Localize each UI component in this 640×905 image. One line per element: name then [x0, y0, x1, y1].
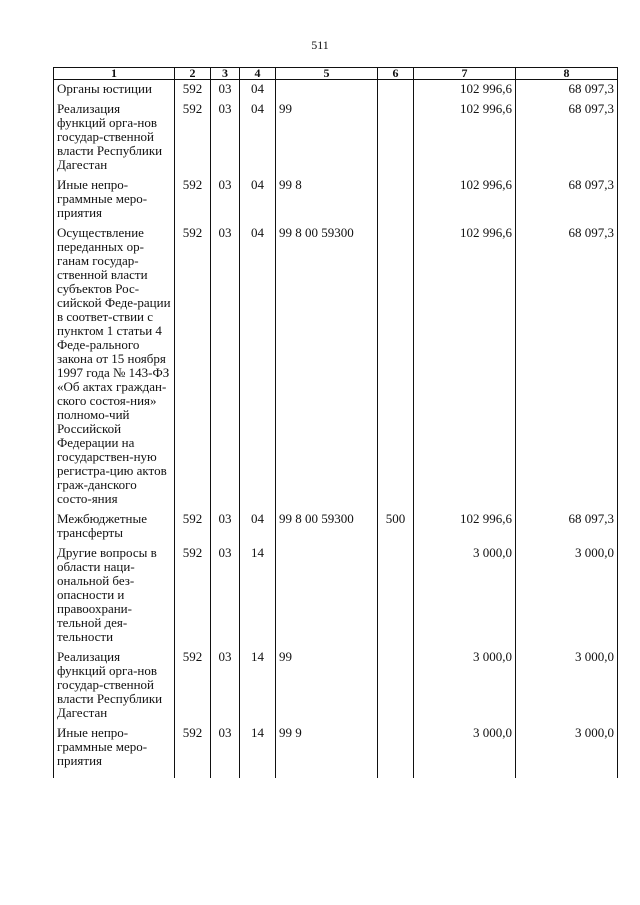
cell-expense-type: [378, 644, 414, 720]
row-name: Иные непро-граммные меро-приятия: [54, 720, 175, 778]
table-row: [54, 644, 618, 720]
cell-target-article: 99 8: [276, 172, 378, 220]
cell-amount-2: 68 097,3: [516, 172, 618, 220]
table-row: [54, 720, 618, 778]
cell-target-article: 99 9: [276, 720, 378, 778]
column-header: 5: [276, 68, 378, 80]
cell-section: 03: [211, 80, 240, 97]
cell-expense-type: [378, 80, 414, 97]
cell-amount-1: 3 000,0: [414, 540, 516, 644]
cell-subsection: 14: [240, 644, 276, 720]
cell-section: 03: [211, 540, 240, 644]
cell-target-article: 99: [276, 96, 378, 172]
cell-target-article: [276, 80, 378, 97]
cell-section: 03: [211, 644, 240, 720]
column-header: 1: [54, 68, 175, 80]
cell-subsection: 04: [240, 96, 276, 172]
cell-admin-code: 592: [175, 220, 211, 506]
cell-admin-code: 592: [175, 720, 211, 778]
cell-target-article: 99: [276, 644, 378, 720]
cell-subsection: 04: [240, 80, 276, 97]
cell-subsection: 04: [240, 506, 276, 540]
cell-section: 03: [211, 220, 240, 506]
column-header: 3: [211, 68, 240, 80]
cell-amount-1: 102 996,6: [414, 506, 516, 540]
table-row: [54, 96, 618, 172]
cell-amount-2: 3 000,0: [516, 540, 618, 644]
cell-amount-2: 3 000,0: [516, 720, 618, 778]
cell-amount-2: 68 097,3: [516, 96, 618, 172]
column-header: 6: [378, 68, 414, 80]
page-number: 511: [311, 38, 329, 52]
cell-amount-2: 68 097,3: [516, 506, 618, 540]
cell-subsection: 14: [240, 540, 276, 644]
cell-amount-1: 102 996,6: [414, 96, 516, 172]
row-name: Органы юстиции: [54, 80, 175, 97]
column-header: 4: [240, 68, 276, 80]
cell-amount-2: 3 000,0: [516, 644, 618, 720]
cell-amount-2: 68 097,3: [516, 220, 618, 506]
cell-section: 03: [211, 720, 240, 778]
cell-amount-1: 102 996,6: [414, 80, 516, 97]
cell-expense-type: [378, 720, 414, 778]
table-row: [54, 172, 618, 220]
row-name: Иные непро-граммные меро-приятия: [54, 172, 175, 220]
row-name: Другие вопросы в области наци-ональной без-опасности и правоохрани-тельной дея-тельности: [54, 540, 175, 644]
cell-target-article: 99 8 00 59300: [276, 220, 378, 506]
row-name: Межбюджетные трансферты: [54, 506, 175, 540]
cell-amount-1: 102 996,6: [414, 220, 516, 506]
cell-admin-code: 592: [175, 96, 211, 172]
cell-subsection: 14: [240, 720, 276, 778]
cell-expense-type: [378, 220, 414, 506]
cell-section: 03: [211, 506, 240, 540]
cell-admin-code: 592: [175, 506, 211, 540]
table-row: [54, 540, 618, 644]
cell-subsection: 04: [240, 172, 276, 220]
table-row: [54, 220, 618, 506]
cell-expense-type: [378, 172, 414, 220]
cell-expense-type: [378, 540, 414, 644]
cell-target-article: 99 8 00 59300: [276, 506, 378, 540]
cell-amount-1: 102 996,6: [414, 172, 516, 220]
cell-expense-type: 500: [378, 506, 414, 540]
row-name: Реализация функций орга-нов государ-ственной власти Республики Дагестан: [54, 96, 175, 172]
table-row: [54, 80, 618, 97]
cell-subsection: 04: [240, 220, 276, 506]
cell-admin-code: 592: [175, 644, 211, 720]
cell-amount-2: 68 097,3: [516, 80, 618, 97]
row-name: Реализация функций орга-нов государ-ственной власти Республики Дагестан: [54, 644, 175, 720]
column-header: 8: [516, 68, 618, 80]
cell-amount-1: 3 000,0: [414, 644, 516, 720]
column-header: 2: [175, 68, 211, 80]
table-row: [54, 506, 618, 540]
header-row: [54, 68, 618, 80]
budget-table: [53, 67, 618, 778]
cell-section: 03: [211, 172, 240, 220]
cell-expense-type: [378, 96, 414, 172]
cell-admin-code: 592: [175, 540, 211, 644]
cell-admin-code: 592: [175, 80, 211, 97]
cell-admin-code: 592: [175, 172, 211, 220]
cell-target-article: [276, 540, 378, 644]
column-header: 7: [414, 68, 516, 80]
row-name: Осуществление переданных ор-ганам государ-ственной власти субъектов Рос-сийской Феде-рации в соответ-ствии с пунктом 1 статьи 4 Феде-рального закона от 15 ноября 1997 года № 143-ФЗ «Об актах граждан-ского состоя-ния» полномо-чий Российской Федерации на государствен-ную регистра-цию актов граж-данского состо-яния: [54, 220, 175, 506]
cell-section: 03: [211, 96, 240, 172]
cell-amount-1: 3 000,0: [414, 720, 516, 778]
